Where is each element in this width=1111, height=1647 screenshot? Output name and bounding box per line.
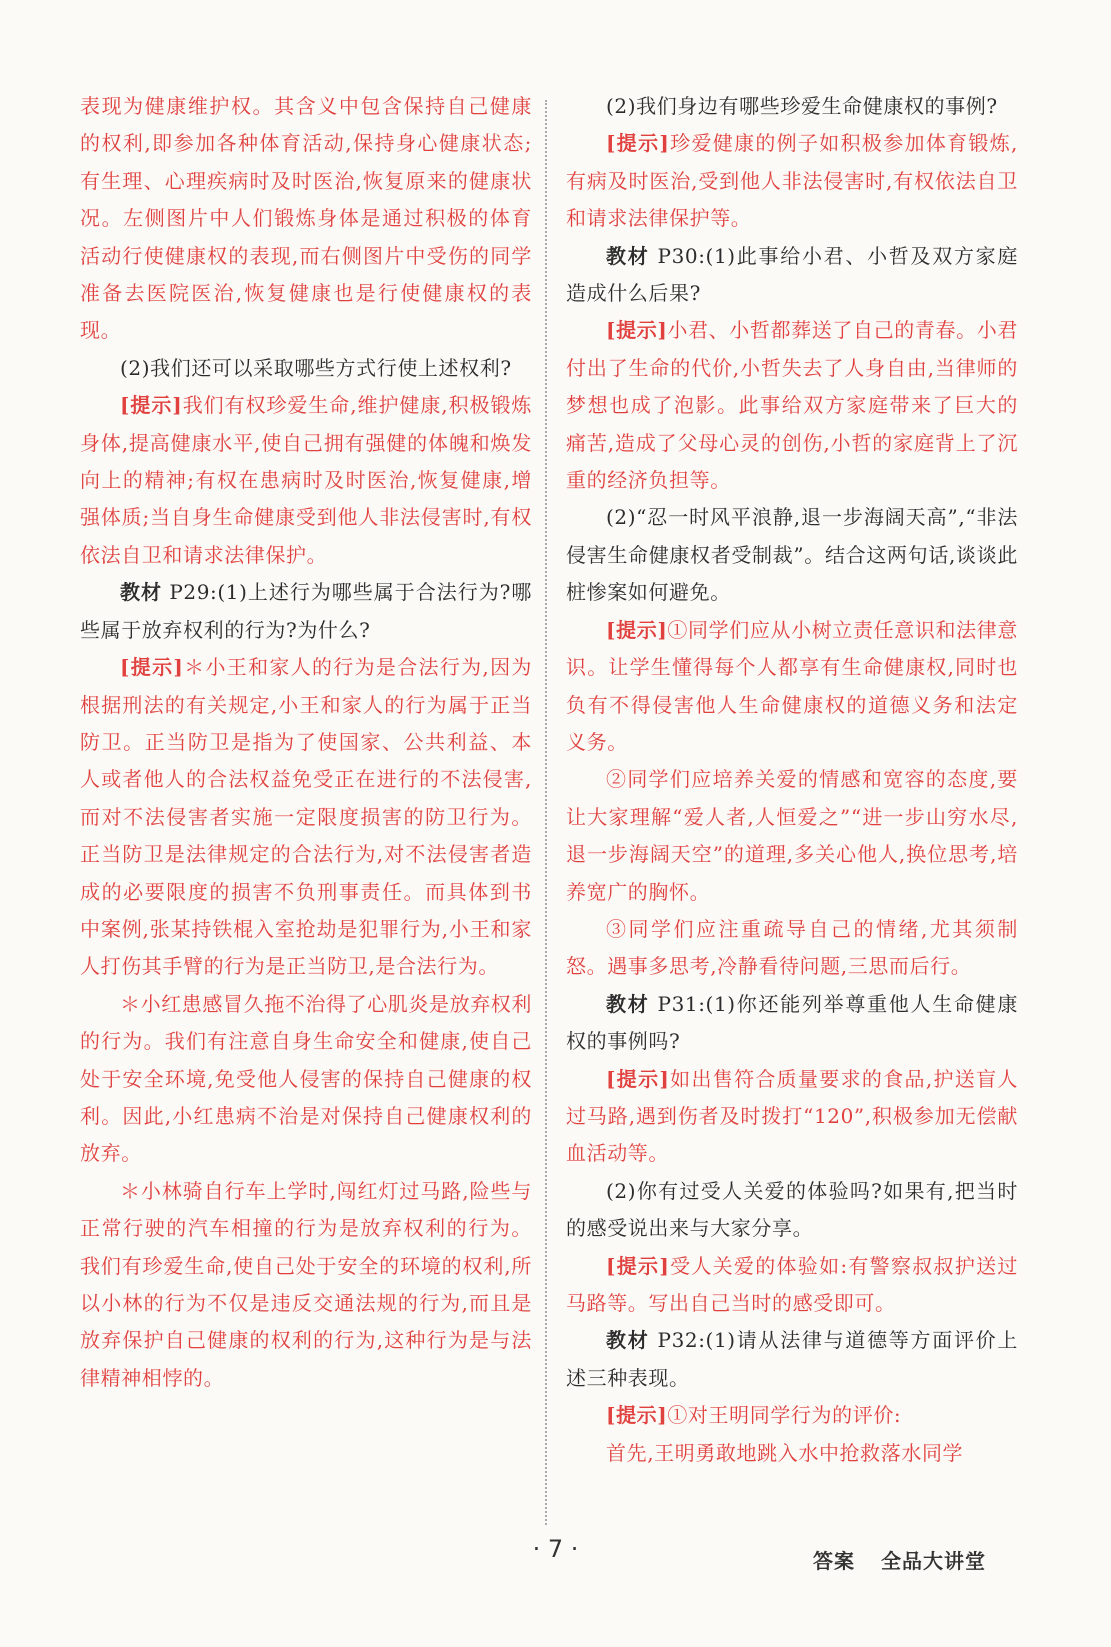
hint-tag: [提示] — [120, 393, 183, 418]
paragraph-l2 — [80, 350, 532, 387]
paragraph-r2 — [566, 125, 1018, 237]
paragraph-l6 — [80, 986, 532, 1173]
paragraph-text: ①同学们应从小树立责任意识和法律意识。让学生懂得每个人都享有生命健康权,同时也负有不得侵害他人生命健康权的道德义务和法定义务。 — [566, 617, 1019, 754]
paragraph-text: (2)你有过受人关爱的体验吗?如果有,把当时的感受说出来与大家分享。 — [566, 1178, 1018, 1241]
paragraph-text: 小君、小哲都葬送了自己的青春。小君付出了生命的代价,小哲失去了人身自由,当律师的梦想也成了泡影。此事给双方家庭带来了巨大的痛苦,造成了父母心灵的创伤,小哲的家庭背上了沉重的经济负担等。 — [566, 318, 1019, 493]
paragraph-text: P31:(1)你还能列举尊重他人生命健康权的事例吗? — [566, 991, 1018, 1054]
paragraph-r7 — [566, 761, 1018, 911]
paragraph-r5 — [566, 499, 1018, 611]
paragraph-text: ＊小王和家人的行为是合法行为,因为根据刑法的有关规定,小王和家人的行为属于正当防卫。正当防卫是指为了使国家、公共利益、本人或者他人的合法权益免受正在进行的不法侵害,而对不法侵害者实施一定限度损害的防卫行为。正当防卫是法律规定的合法行为,对不法侵害者造成的必要限度的损害不负刑事责任。而具体到书中案例,张某持铁棍入室抢劫是犯罪行为,小王和家人打伤其手臂的行为是正当防卫,是合法行为。 — [80, 655, 533, 979]
left-column — [80, 88, 532, 1397]
paragraph-r1 — [566, 88, 1018, 125]
hint-tag: [提示] — [606, 1403, 668, 1428]
hint-tag: [提示] — [606, 131, 670, 156]
paragraph-l1 — [80, 88, 532, 350]
paragraph-text: 如出售符合质量要求的食品,护送盲人过马路,遇到伤者及时拨打“120”,积极参加无偿献血活动等。 — [566, 1066, 1019, 1166]
paragraph-r13 — [566, 1322, 1018, 1397]
paragraph-l7 — [80, 1173, 532, 1397]
paragraph-text: 珍爱健康的例子如积极参加体育锻炼,有病及时医治,受到他人非法侵害时,有权依法自卫和请求法律保护等。 — [566, 131, 1019, 231]
paragraph-l4 — [80, 574, 532, 649]
paragraph-text: 表现为健康维护权。其含义中包含保持自己健康的权利,即参加各种体育活动,保持身心健康状态;有生理、心理疾病时及时医治,恢复原来的健康状况。左侧图片中人们锻炼身体是通过积极的体育活动行使健康权的表现,而右侧图片中受伤的同学准备去医院医治,恢复健康也是行使健康权的表现。 — [80, 94, 532, 343]
paragraph-r9 — [566, 986, 1018, 1061]
paragraph-text: ①对王明同学行为的评价: — [667, 1403, 902, 1428]
paragraph-text: 受人关爱的体验如:有警察叔叔护送过马路等。写出自己当时的感受即可。 — [566, 1253, 1018, 1315]
textbook-label: 教材 — [120, 580, 162, 605]
paragraph-r14 — [566, 1397, 1018, 1434]
paragraph-r15 — [566, 1435, 1018, 1472]
paragraph-r8 — [566, 911, 1018, 986]
paragraph-text: (2)我们还可以采取哪些方式行使上述权利? — [120, 355, 512, 380]
hint-tag: [提示] — [120, 655, 184, 680]
paragraph-l5 — [80, 649, 532, 986]
paragraph-r3 — [566, 238, 1018, 313]
paragraph-text: (2)我们身边有哪些珍爱生命健康权的事例? — [606, 94, 998, 118]
column-divider — [545, 100, 547, 1525]
paragraph-text: ＊小林骑自行车上学时,闯红灯过马路,险些与正常行驶的汽车相撞的行为是放弃权利的行为。我们有珍爱生命,使自己处于安全的环境的权利,所以小林的行为不仅是违反交通法规的行为,而且是放弃保护自己健康的权利的行为,这种行为是与法律精神相悖的。 — [80, 1178, 532, 1390]
right-column — [566, 88, 1018, 1472]
footer-brand — [813, 1545, 986, 1574]
paragraph-r4 — [566, 312, 1018, 499]
textbook-label: 教材 — [606, 243, 650, 268]
paragraph-l3 — [80, 387, 532, 574]
paragraph-text: (2)“忍一时风平浪静,退一步海阔天高”,“非法侵害生命健康权者受制裁”。结合这两句话,谈谈此桩惨案如何避免。 — [566, 505, 1018, 605]
paragraph-text: ③同学们应注重疏导自己的情绪,尤其须制怒。遇事多思考,冷静看待问题,三思而后行。 — [566, 916, 1018, 979]
paragraph-text: 我们有权珍爱生命,维护健康,积极锻炼身体,提高健康水平,使自己拥有强健的体魄和焕发向上的精神;有权在患病时及时医治,恢复健康,增强体质;当自身生命健康受到他人非法侵害时,有权依法自卫和请求法律保护。 — [80, 393, 533, 567]
paragraph-text: P32:(1)请从法律与道德等方面评价上述三种表现。 — [566, 1328, 1018, 1390]
paragraph-text: 首先,王明勇敢地跳入水中抢救落水同学 — [606, 1440, 964, 1465]
footer-brand-name: 全品大讲堂 — [881, 1549, 986, 1573]
hint-tag: [提示] — [606, 1253, 670, 1278]
paragraph-text: P29:(1)上述行为哪些属于合法行为?哪些属于放弃权利的行为?为什么? — [80, 580, 532, 642]
paragraph-r6 — [566, 612, 1018, 762]
page-number: · 7 · — [532, 1535, 579, 1563]
paragraph-text: ＊小红患感冒久拖不治得了心肌炎是放弃权利的行为。我们有注意自身生命安全和健康,使自己处于安全环境,免受他人侵害的保持自己健康的权利。因此,小红患病不治是对保持自己健康权利的放弃。 — [80, 991, 532, 1166]
textbook-label: 教材 — [606, 1328, 650, 1353]
footer-section-label: 答案 — [813, 1549, 855, 1573]
paragraph-r10 — [566, 1061, 1018, 1173]
hint-tag: [提示] — [606, 318, 668, 343]
paragraph-text: P30:(1)此事给小君、小哲及双方家庭造成什么后果? — [566, 243, 1018, 306]
hint-tag: [提示] — [606, 1066, 670, 1091]
paragraph-r11 — [566, 1173, 1018, 1248]
hint-tag: [提示] — [606, 617, 668, 642]
paragraph-text: ②同学们应培养关爱的情感和宽容的态度,要让大家理解“爱人者,人恒爱之”“进一步山穷水尽,退一步海阔天空”的道理,多关心他人,换位思考,培养宽广的胸怀。 — [566, 767, 1018, 904]
textbook-label: 教材 — [606, 991, 650, 1016]
paragraph-r12 — [566, 1248, 1018, 1323]
